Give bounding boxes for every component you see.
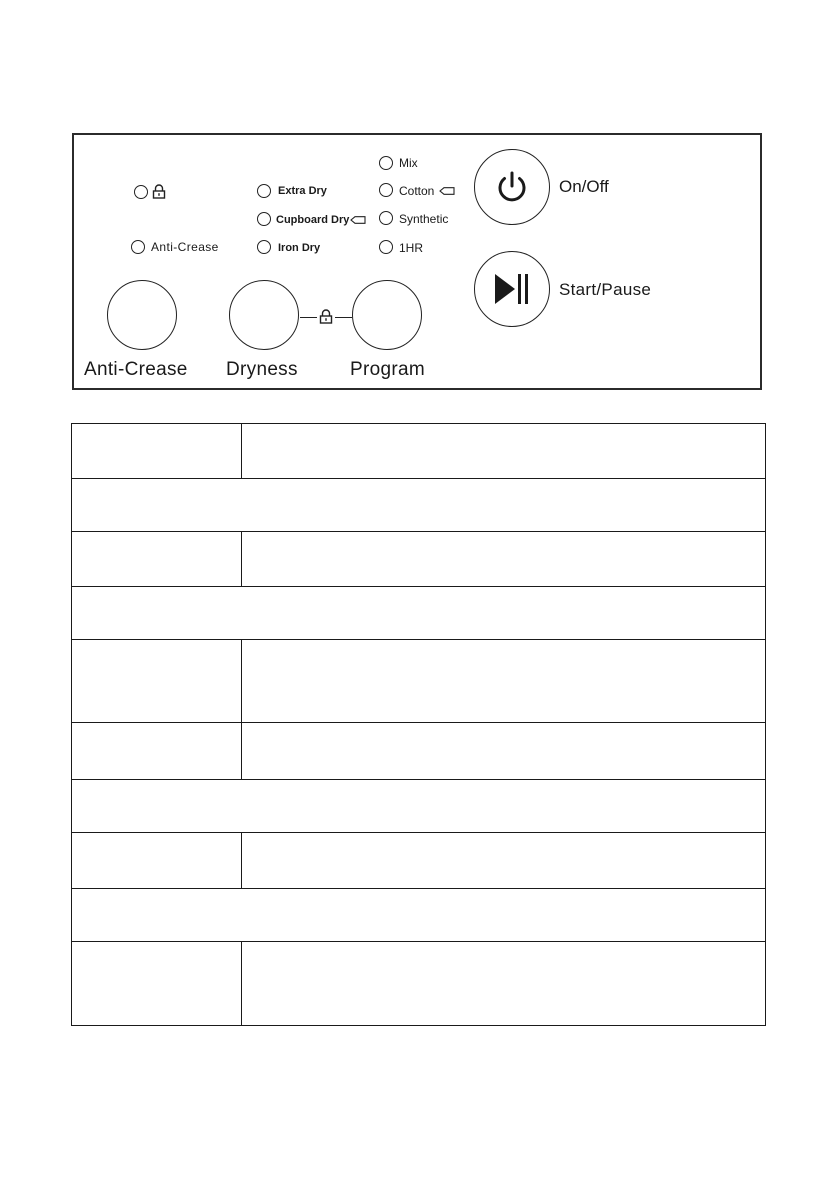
control-panel (72, 133, 762, 390)
cotton-label: Cotton (399, 184, 435, 198)
tag-icon (350, 216, 366, 224)
tag-icon (439, 187, 455, 195)
table-cell-value (242, 424, 766, 479)
table-cell-full (72, 479, 766, 532)
lock-link-line-right (335, 317, 352, 318)
description-table (71, 423, 766, 1026)
table-row (72, 833, 766, 889)
extra-dry-label: Extra Dry (278, 185, 327, 197)
table-cell-value (242, 833, 766, 889)
play-pause-icon (492, 272, 532, 306)
iron-dry-led (257, 240, 271, 254)
table-cell-value (242, 723, 766, 780)
anti-crease-led (131, 240, 145, 254)
table-cell-label (72, 942, 242, 1026)
padlock-icon (319, 309, 333, 324)
anti-crease-button[interactable] (107, 280, 177, 350)
table-cell-full (72, 780, 766, 833)
table-row (72, 889, 766, 942)
synthetic-led (379, 211, 393, 225)
dryness-button[interactable] (229, 280, 299, 350)
table-cell-label (72, 723, 242, 780)
cupboard-dry-label: Cupboard Dry (276, 214, 350, 226)
table-cell-value (242, 532, 766, 587)
one-hr-led (379, 240, 393, 254)
cupboard-dry-led (257, 212, 271, 226)
anti-crease-led-label: Anti-Crease (151, 240, 219, 254)
table-cell-label (72, 640, 242, 723)
child-lock-led (134, 185, 148, 199)
table-row (72, 942, 766, 1026)
extra-dry-led (257, 184, 271, 198)
one-hr-label: 1HR (399, 241, 424, 255)
start-pause-label: Start/Pause (559, 280, 652, 299)
table-cell-value (242, 942, 766, 1026)
padlock-icon (152, 184, 166, 199)
table-row (72, 479, 766, 532)
mix-label: Mix (399, 156, 418, 170)
table-cell-label (72, 833, 242, 889)
table-cell-full (72, 587, 766, 640)
table-row (72, 532, 766, 587)
table-row (72, 640, 766, 723)
table-row (72, 587, 766, 640)
iron-dry-label: Iron Dry (278, 242, 321, 254)
table-cell-full (72, 889, 766, 942)
anti-crease-button-label: Anti-Crease (84, 359, 188, 380)
power-icon (494, 169, 530, 205)
table-row (72, 780, 766, 833)
synthetic-label: Synthetic (399, 212, 449, 226)
program-button-label: Program (350, 359, 425, 380)
mix-led (379, 156, 393, 170)
dryness-button-label: Dryness (226, 359, 298, 380)
table-row (72, 424, 766, 479)
cotton-led (379, 183, 393, 197)
table-cell-label (72, 532, 242, 587)
table-cell-value (242, 640, 766, 723)
table-row (72, 723, 766, 780)
program-button[interactable] (352, 280, 422, 350)
on-off-label: On/Off (559, 177, 609, 196)
table-cell-label (72, 424, 242, 479)
lock-link-line-left (300, 317, 317, 318)
